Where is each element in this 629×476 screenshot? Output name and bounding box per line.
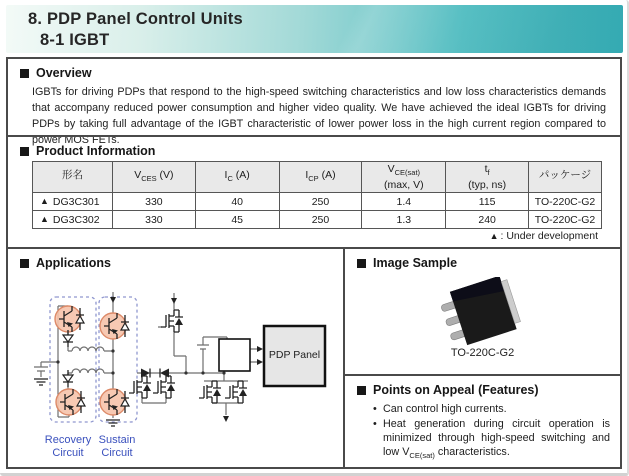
feature-item: • Heat generation during circuit operation is minimized through high-speed switching and low $V_{CE(sat)}$ characteristics. [373, 417, 610, 463]
page-title: 8. PDP Panel Control Units [28, 10, 243, 28]
under-development-triangle-icon: ▲ [489, 230, 499, 241]
mosfet-symbol [199, 381, 221, 403]
col-header-tf: $t_f$ (typ, ns) [446, 162, 529, 193]
features-list [373, 402, 610, 463]
arrow-down-icon [171, 298, 177, 304]
image-sample-heading-text: Image Sample [373, 256, 458, 270]
cell-ic: 45 [195, 211, 279, 229]
product-info-heading-text: Product Information [36, 144, 156, 158]
overview-heading [8, 59, 620, 80]
col-header-ic: $I_C$ (A) [195, 162, 279, 193]
ground-symbol [34, 379, 48, 385]
applications-heading [8, 249, 343, 270]
ground-symbol [106, 420, 120, 426]
cell-model: ▲ DG3C302 [33, 211, 113, 229]
pdp-panel-label: PDP Panel [268, 349, 321, 361]
section-bullet-icon [20, 259, 29, 268]
arrow-right-icon [257, 359, 263, 365]
mosfet-symbol [153, 376, 175, 398]
cell-vces: 330 [112, 211, 195, 229]
content-frame [6, 57, 622, 469]
sustain-circuit-label: Sustain Circuit [98, 434, 136, 459]
right-column [345, 249, 620, 467]
overview-text: IGBTs for driving PDPs that respond to the high-speed switching characteristics and low loss characteristics demands that accompany reduced power consumption and higher video quality. We have achieved the ideal IGBTs for driving PDPs by taking full advantage of the IGBT characteristic of lower power loss in the high current region compared to power MOS FETs. [32, 86, 606, 146]
driver-box [219, 339, 250, 371]
page-header [6, 5, 623, 53]
section-applications [8, 249, 345, 467]
table-row [33, 211, 602, 229]
package-photo [345, 277, 620, 347]
col-header-icp: $I_{CP}$ (A) [279, 162, 362, 193]
cell-package: TO-220C-G2 [529, 211, 602, 229]
under-development-note: ▲ : Under development [489, 230, 598, 242]
cell-ic: 40 [195, 193, 279, 211]
section-bullet-icon [20, 147, 29, 156]
page-subtitle: 8-1 IGBT [40, 31, 110, 49]
under-development-triangle-icon: ▲ [40, 196, 49, 207]
recovery-circuit-label: Recovery Circuit [44, 434, 92, 459]
cell-vces: 330 [112, 193, 195, 211]
cell-package: TO-220C-G2 [529, 193, 602, 211]
section-bullet-icon [20, 69, 29, 78]
mosfet-symbol [161, 310, 183, 332]
section-product-information [8, 135, 620, 247]
section-bullet-icon [357, 386, 366, 395]
section-bullet-icon [357, 259, 366, 268]
under-development-triangle-icon: ▲ [40, 214, 49, 225]
col-header-model: 形名 [33, 162, 113, 193]
cell-tf: 240 [446, 211, 529, 229]
cell-icp: 250 [279, 193, 362, 211]
package-name-label: TO-220C-G2 [450, 347, 515, 359]
section-image-sample [345, 249, 620, 376]
arrow-right-icon [257, 346, 263, 352]
igbt-symbol [100, 389, 129, 415]
product-info-heading [8, 137, 620, 158]
mosfet-symbol [225, 381, 247, 403]
cell-tf: 115 [446, 193, 529, 211]
col-header-package: パッケージ [529, 162, 602, 193]
section-overview [8, 59, 620, 146]
igbt-symbol [56, 389, 85, 415]
overview-heading-text: Overview [36, 66, 92, 80]
cell-vcesat: 1.3 [362, 211, 446, 229]
mosfet-symbol [129, 376, 151, 398]
feature-item: • Can control high currents. [373, 402, 610, 416]
table-header-row [33, 162, 602, 193]
diode-symbol [63, 330, 73, 347]
features-heading-text: Points on Appeal (Features) [373, 383, 539, 397]
application-circuit-diagram [8, 289, 345, 471]
package-illustration [345, 277, 620, 347]
table-row [33, 193, 602, 211]
igbt-symbol [100, 313, 129, 339]
col-header-vcesat: $V_{CE(sat)}$ (max, V) [362, 162, 446, 193]
col-header-vces: $V_{CES}$ (V) [112, 162, 195, 193]
applications-heading-text: Applications [36, 256, 112, 270]
cell-icp: 250 [279, 211, 362, 229]
igbt-symbol [55, 306, 84, 332]
features-heading [345, 376, 620, 397]
arrow-down-icon [110, 297, 116, 303]
arrow-down-icon [223, 416, 229, 422]
cell-model: ▲ DG3C301 [33, 193, 113, 211]
cell-vcesat: 1.4 [362, 193, 446, 211]
section-features [345, 376, 620, 471]
bottom-row [8, 247, 620, 467]
product-table [32, 161, 602, 229]
image-sample-heading [345, 249, 620, 270]
